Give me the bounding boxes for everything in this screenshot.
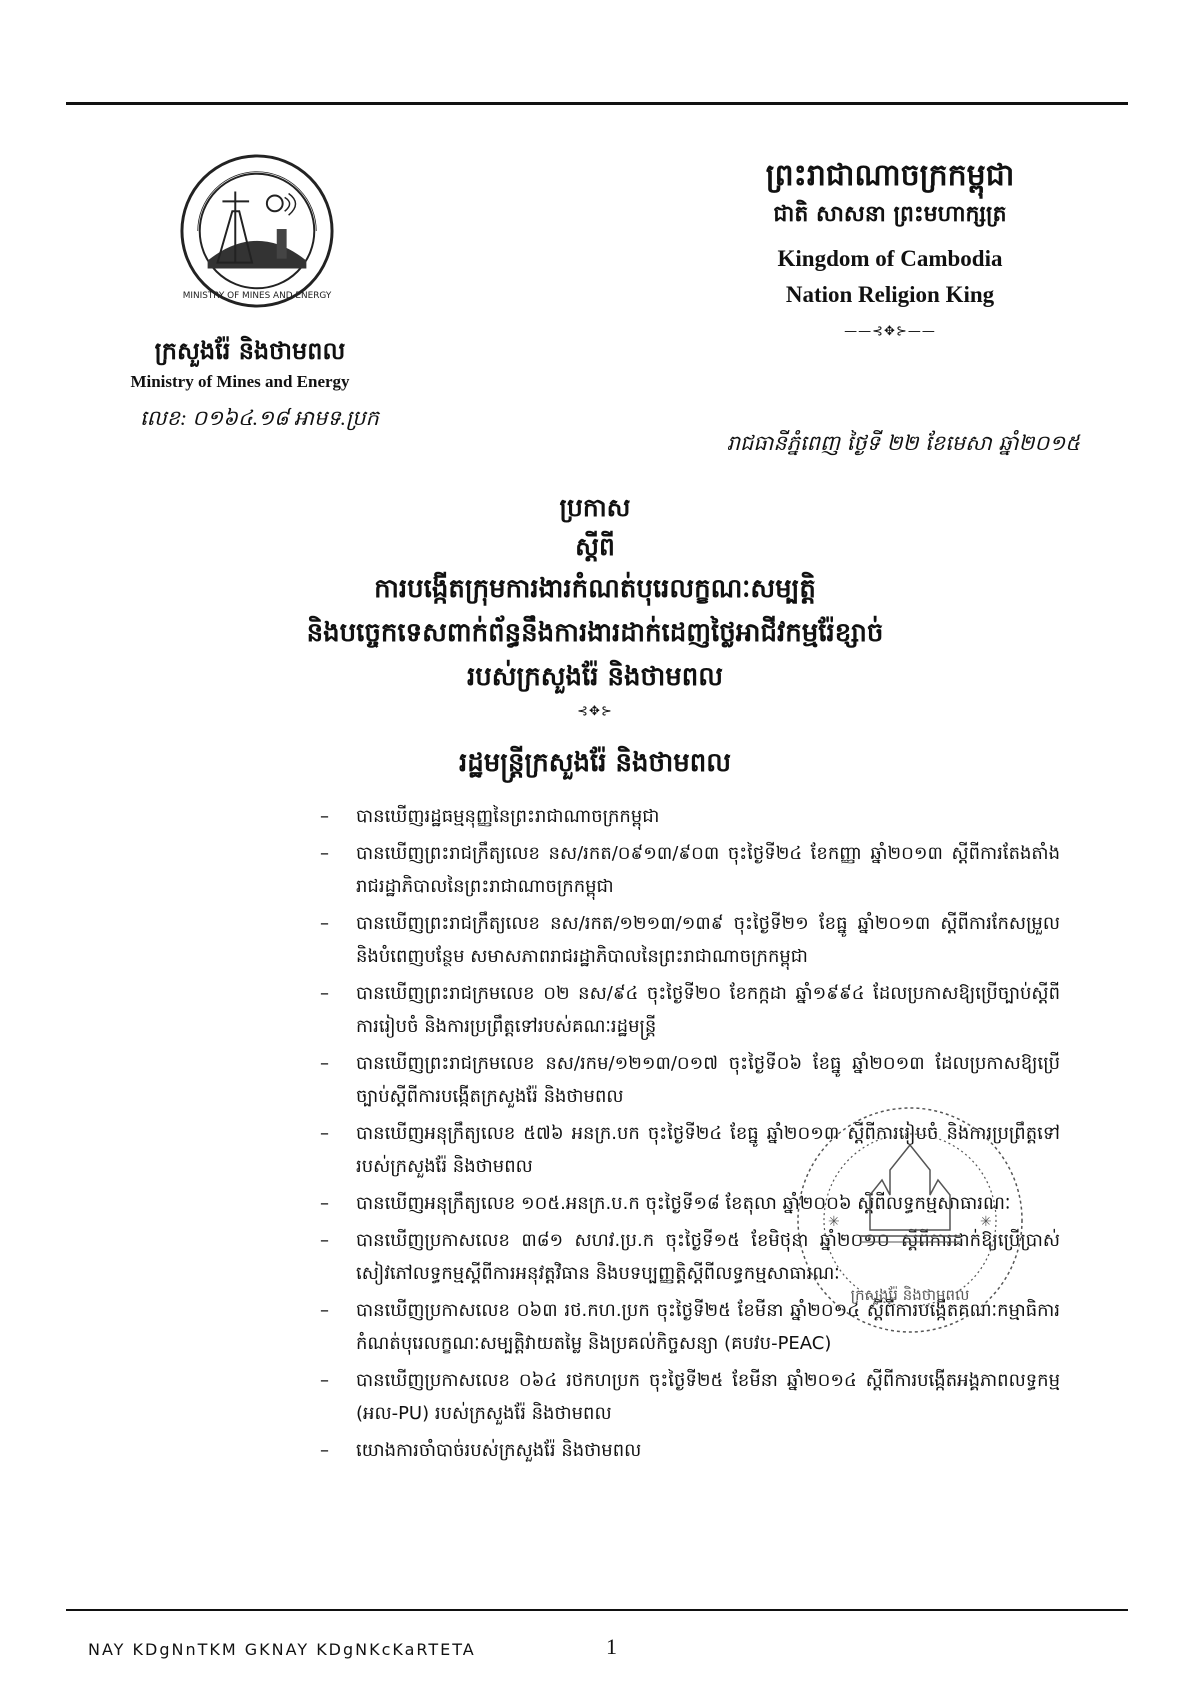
dash-bullet: – (320, 1300, 329, 1321)
list-item: – យោងការចាំបាច់របស់ក្រសួងរ៉ែ និងថាមពល (320, 1434, 1060, 1467)
list-item: – បានឃើញព្រះរាជក្រឹត្យលេខ នស/រកត/០៩១៣/៩០៣ ចុះថ្ងៃទី២៤ ខែកញ្ញា ឆ្នាំ២០១៣ ស្តីពីការតែងតាំងរាជរដ្ឋាភិបាលនៃព្រះរាជាណាចក្រកម្ពុជា (320, 837, 1060, 903)
ministry-seal-icon (178, 152, 336, 310)
dash-bullet: – (320, 983, 329, 1004)
official-stamp-icon (790, 1100, 1030, 1340)
page-number: 1 (606, 1634, 617, 1659)
minister-heading: រដ្ឋមន្ត្រីក្រសួងរ៉ែ និងថាមពល (458, 748, 732, 778)
title-subject-line-1: ការបង្កើតក្រុមការងារកំណត់បុរេលក្ខណៈសម្បត្តិ (374, 574, 816, 604)
dash-bullet: – (320, 913, 329, 934)
reference-number: លេខ: ០១៦៤.១៨ អាមទ.ប្រក (140, 406, 379, 430)
footer-code: NAY KDgNnTKM GKNAY KDgNKcKaRTETA (88, 1640, 476, 1659)
kingdom-title-kh: ព្រះរាជាណាចក្រកម្ពុជា (765, 158, 1015, 193)
stamp-text: ក្រសួងរ៉ែ និងថាមពល (850, 1286, 970, 1304)
dash-bullet: – (320, 1230, 329, 1251)
list-item: – បានឃើញប្រកាសលេខ ៣៨១ សហវ.ប្រ.ក ចុះថ្ងៃទី១៥ ខែមិថុនា ឆ្នាំ២០១០ ស្តីពីការដាក់ឱ្យប្រើប្រាស់សៀវភៅលទ្ធកម្មស្តីពីការអនុវត្តវិធាន និងបទប្បញ្ញត្តិស្តីពីលទ្ធកម្មសាធារណៈ (320, 1224, 1060, 1290)
dash-bullet: – (320, 1123, 329, 1144)
bottom-rule (66, 1609, 1128, 1611)
list-item: – បានឃើញរដ្ឋធម្មនុញ្ញនៃព្រះរាជាណាចក្រកម្ពុជា (320, 800, 1060, 833)
dash-bullet: – (320, 843, 329, 864)
motto-en: Nation Religion King (785, 282, 995, 307)
ornament-divider-icon: ——⊰✥⊱—— (844, 324, 936, 339)
dash-bullet: – (320, 806, 329, 827)
list-item: – បានឃើញព្រះរាជក្រមលេខ ០២ នស/៩៤ ចុះថ្ងៃទី២០ ខែកក្កដា ឆ្នាំ១៩៩៤ ដែលប្រកាសឱ្យប្រើច្បាប់ស្តីពីការរៀបចំ និងការប្រព្រឹត្តទៅរបស់គណៈរដ្ឋមន្ត្រី (320, 977, 1060, 1043)
dash-bullet: – (320, 1440, 329, 1461)
list-item: – បានឃើញព្រះរាជក្រមលេខ នស/រកម/១២១៣/០១៧ ចុះថ្ងៃទី០៦ ខែធ្នូ ឆ្នាំ២០១៣ ដែលប្រកាសឱ្យប្រើច្បាប់ស្តីពីការបង្កើតក្រសួងរ៉ែ និងថាមពល (320, 1047, 1060, 1113)
date-line: រាជធានីភ្នំពេញ ថ្ងៃទី ២២ ខែមេសា ឆ្នាំ២០១៥ (726, 431, 1080, 455)
dash-bullet: – (320, 1370, 329, 1391)
list-item: – បានឃើញអនុក្រឹត្យលេខ ១០៥.អនក្រ.ប.ក ចុះថ្ងៃទី១៨ ខែតុលា ឆ្នាំ២០០៦ ស្តីពីលទ្ធកម្មសាធារណៈ (320, 1187, 1060, 1220)
title-about: ស្តីពី (575, 532, 615, 561)
motto-kh: ជាតិ សាសនា ព្រះមហាក្សត្រ (773, 201, 1007, 227)
svg-text:✳: ✳ (980, 1214, 992, 1230)
list-item: – បានឃើញប្រកាសលេខ ០៦៤ រថកហប្រក ចុះថ្ងៃទី២៥ ខែមីនា ឆ្នាំ២០១៤ ស្តីពីការបង្កើតអង្គភាពលទ្ធកម្ម (អល-PU) របស់ក្រសួងរ៉ែ និងថាមពល (320, 1364, 1060, 1430)
list-item: – បានឃើញអនុក្រឹត្យលេខ ៥៧៦ អនក្រ.បក ចុះថ្ងៃទី២៤ ខែធ្នូ ឆ្នាំ២០១៣ ស្តីពីការរៀបចំ និងការប្រព្រឹត្តទៅ របស់ក្រសួងរ៉ែ និងថាមពល (320, 1117, 1060, 1183)
ornament-divider-icon: ⊰✥⊱ (577, 704, 613, 719)
title-subject-line-3: របស់ក្រសួងរ៉ែ និងថាមពល (466, 662, 724, 692)
seal-caption: MINISTRY OF MINES AND ENERGY (182, 291, 332, 302)
top-rule (66, 102, 1128, 105)
list-item: – បានឃើញព្រះរាជក្រឹត្យលេខ នស/រកត/១២១៣/១៣៩ ចុះថ្ងៃទី២១ ខែធ្នូ ឆ្នាំ២០១៣ ស្តីពីការកែសម្រួល និងបំពេញបន្ថែម សមាសភាពរាជរដ្ឋាភិបាលនៃព្រះរាជាណាចក្រកម្ពុជា (320, 907, 1060, 973)
ministry-name-kh: ក្រសួងរ៉ែ និងថាមពល (154, 336, 346, 365)
ministry-name-en: Ministry of Mines and Energy (130, 372, 350, 391)
dash-bullet: – (320, 1193, 329, 1214)
document-type: ប្រកាស (559, 493, 631, 522)
list-item: – បានឃើញប្រកាសលេខ ០៦៣ រថ.កហ.ប្រក ចុះថ្ងៃទី២៥ ខែមីនា ឆ្នាំ២០១៤ ស្តីពីការបង្កើតគណៈកម្មាធិការកំណត់បុរេលក្ខណៈសម្បត្តិវាយតម្លៃ និងប្រគល់កិច្ចសន្យា (គបវប-PEAC) (320, 1294, 1060, 1360)
title-subject-line-2: និងបច្ចេកទេសពាក់ព័ន្ធនឹងការងារដាក់ដេញថ្លៃអាជីវកម្មរ៉ែខ្សាច់ (306, 618, 884, 648)
kingdom-title-en: Kingdom of Cambodia (777, 246, 1003, 271)
dash-bullet: – (320, 1053, 329, 1074)
svg-text:✳: ✳ (828, 1214, 840, 1230)
